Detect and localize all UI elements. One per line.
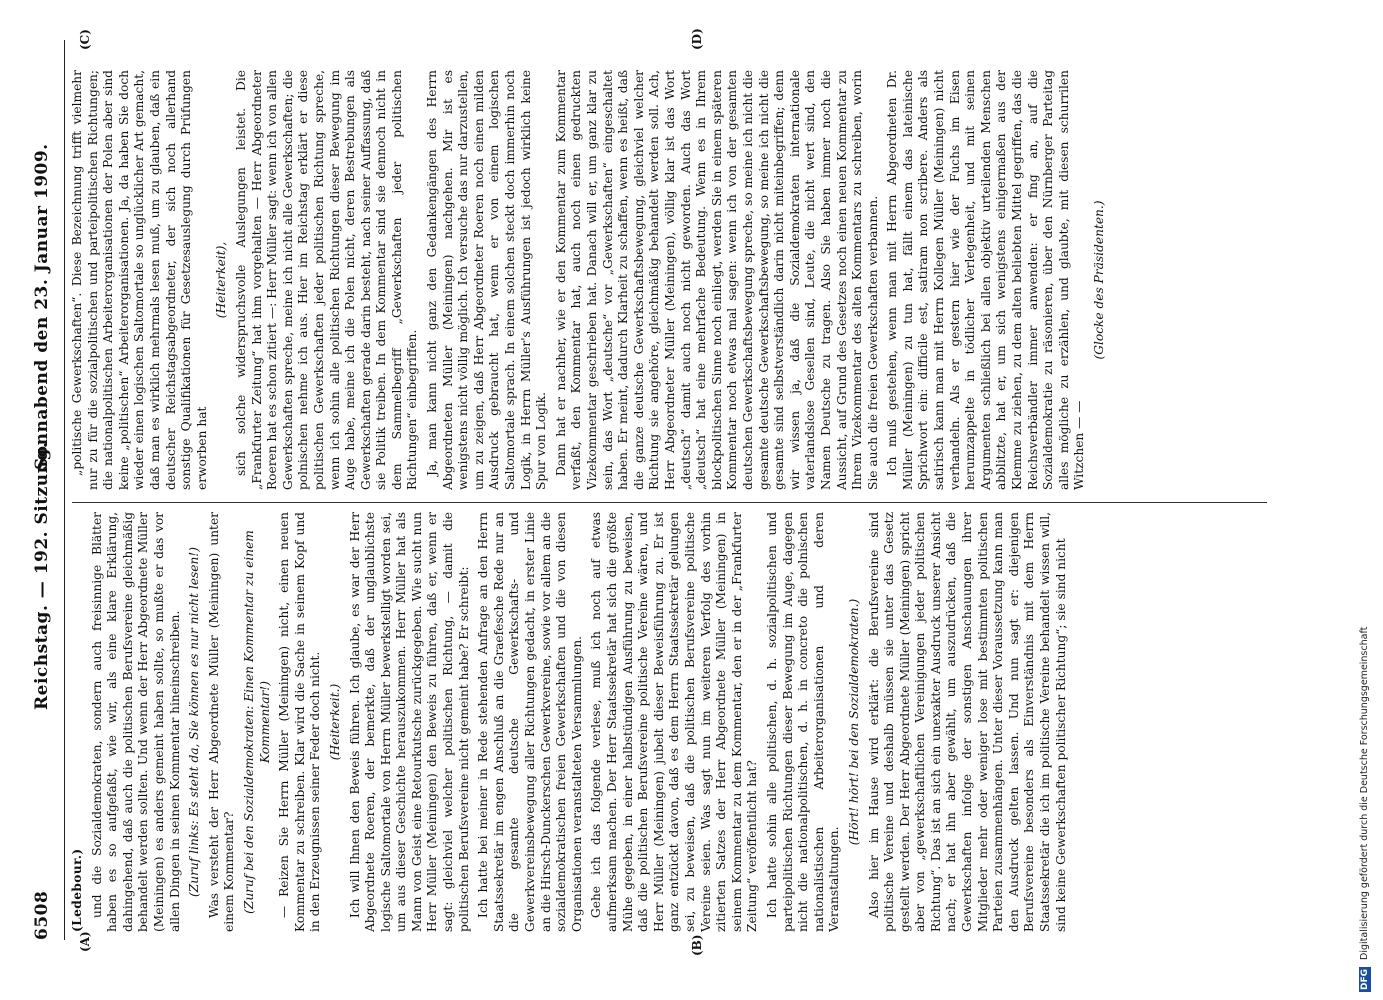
paragraph: Ich muß gestehen, wenn man mit Herrn Abgeordneten Dr. Müller (Meiningen) zu tun hat, fällt einem das lateinische Sprichwort ein: difficile est, satiram non scribere. Anders als satirisch kann man mit Herrn Kollegen Müller (Meiningen) nicht verhandeln. Als er gestern hier wie der Fuchs im Eisen herumzappelte in tödlicher Verlegenheit, und mit seinen Argumenten schließlich bei allen objektiv urteilenden Menschen abblitzte, hat er, um sich wenigstens einigermaßen aus der Klemme zu ziehen, zu dem alten beliebten Mittel gegriffen, das die Reichsverbändler immer anwenden: er fing an, auf die Sozialdemokratie zu räsonieren, über den Nürnberger Parteitag alles mögliche zu erzählen, und glaubte, mit diesen schurrilen Witzchen — — <box>885 70 1087 490</box>
paragraph: Also hier im Hause wird erklärt: die Berufsvereine sind politische Vereine und deshalb müssen sie unter das Gesetz gestellt werden. Der Herr Abgeordnete Müller (Meiningen) spricht aber von „gewerkschaftlichen Vereinigungen jeder politischen Richtung“. Das ist an sich ein unexakter Ausdruck unserer Ansicht nach; er hat ihn aber gewählt, um auszudrücken, daß die Gewerkschaften infolge der sonstigen Anschauungen ihrer Mitglieder mehr oder weniger lose mit bestimmten politischen Parteien zusammenhängen. Unter dieser Voraussetzung kann man den Ausdruck gelten lassen. Und nun sagt er: diejenigen Berufsvereine besonders als Einverständnis mit dem Herrn Staatssekretär die ich im politische Vereine behandelt wissen will, sind keine Gewerkschaften politischer Richtung“; sie sind nicht <box>866 512 1068 932</box>
margin-marker-a: (A) <box>78 931 92 952</box>
margin-marker-b: (B) <box>690 934 704 956</box>
session-date: Sonnabend den 23. Januar 1909. <box>32 143 52 470</box>
paragraph: Ich will Ihnen den Beweis führen. Ich glaube, es war der Herr Abgeordnete Roeren, der bemerkte, daß der unglaublichste logische Saltomortale von Herrn Müller bewerkstelligt worden sei, um aus dieser Geschichte herauszukommen. Herr Müller hat als Mann von Geist eine Retourkutsche zurückgegeben. Wie sucht nun Herr Müller (Meiningen) den Beweis zu führen, daß er, wenn er sagt: gleichviel welcher politischen Richtung, — damit die politischen Berufsvereine nicht gemeint habe? Er schreibt: <box>347 512 471 932</box>
margin-marker-d: (D) <box>690 28 704 50</box>
paragraph: Was versteht der Herr Abgeordnete Müller (Meiningen) unter einem Kommentar? <box>206 512 237 932</box>
paragraph: Ich hatte sohin alle politischen, d. h. sozialpolitischen und parteipolitischen Richtungen dieser Bewegung im Auge, dagegen nicht die nationalpolitischen, d. h. in concreto die polnischen nationalistischen Arbeiterorganisationen und deren Veranstaltungen. <box>764 512 842 932</box>
page-header <box>28 40 65 940</box>
digitization-credit <box>1359 8 1381 992</box>
speaker-label: (Ledebour.) <box>70 848 84 932</box>
session-title: Reichstag. — 192. Sitzung. <box>32 441 52 710</box>
paragraph: Gehe ich das folgende verlese, muß ich noch auf etwas aufmerksam machen. Der Herr Staatssekretär hat sich die größte Mühe gegeben, in einer halbstündigen Ausführung zu beweisen, daß die politischen Berufsvereine politische Vereine wären, und Herr Müller (Meiningen) jubelt dieser Beweisführung zu. Er ist ganz entzückt davon, daß es dem Herrn Staatssekretär gelungen sei, zu beweisen, daß die politischen Berufsvereine politische Vereine seien. Was sagt nun im weiteren Verfolg des vorhin zitierten Satzes der Herr Abgeordnete Müller (Meiningen) in seinem Kommentar zu dem Kommentar, den er in der „Frankfurter Zeitung“ veröffentlicht hat? <box>589 512 760 932</box>
paragraph: und die Sozialdemokraten, sondern auch freisinnige Blätter haben es so aufgefaßt, wie wir, als eine klare Erklärung, dahingehend, daß auch die politischen Berufsvereine gleichmäßig behandelt werden sollten. Und wenn der Herr Abgeordnete Müller (Meiningen) es anders gemeint haben sollte, so mußte er das vor allen Dingen in seinen Kommentar hineinschreiben. <box>89 512 182 932</box>
interjection: (Heiterkeit.) <box>327 683 342 761</box>
margin-marker-c: (C) <box>78 29 92 50</box>
left-column <box>70 512 1270 932</box>
paragraph: sich solche widerspruchsvolle Auslegungen leistet. Die „Frankfurter Zeitung“ hat ihm vorgehalten — Herr Abgeordneter Roeren hat es schon zitiert —: Herr Müller sagt: wenn ich von allen Gewerkschaften spreche, meine ich nicht alle Gewerkschaften; die polnischen nehme ich aus. Hier im Reichstag erklärt er diese politischen Gewerkschaften jeder politischen Richtung spreche, wenn ich sohin alle politischen Richtungen dieser Bewegung im Auge habe, meine ich die Polen nicht, deren Bestrebungen als Gewerkschaften gerade darin besteht, nach seiner Auffassung, daß sie Politik treiben. In dem Kommentar sind sie dennoch nicht in dem Sammelbegriff „Gewerkschaften jeder politischen Richtungen“ einbegriffen. <box>233 70 420 490</box>
paragraph: Ich hatte bei meiner in Rede stehenden Anfrage an den Herrn Staatssekretär im engen Anschluß an die Graefesche Rede nur an die gesamte deutsche Gewerkschafts- und Gewerkvereinsbewegung aller Richtungen gedacht, in erster Linie an die Hirsch-Dunckerschen Gewerkvereine, sowie vor allem an die sozialdemokratischen freien Gewerkschaften und die von diesen Organisationen veranstalteten Versammlungen. <box>476 512 584 932</box>
interjection: (Hört! hört! bei den Sozialdemokraten.) <box>846 598 861 846</box>
page-number: 6508 <box>32 890 52 940</box>
interjection: (Zuruf links: Es steht da, Sie können es nur nicht lesen!) <box>187 547 202 897</box>
interjection: (Zuruf bei den Sozialdemokraten: Einen Kommentar zu einem Kommentar!) <box>241 530 272 914</box>
right-column <box>70 70 1270 490</box>
paragraph: „politische Gewerkschaften“. Diese Bezeichnung trifft vielmehr nur zu für die sozialpolitischen und parteipolitischen Richtungen; die nationalpolitischen Arbeiterorganisationen der Polen aber sind keine „politischen“ Arbeiterorganisationen. Ja, da haben Sie doch wieder einen logischen Saltomortale so unglücklicher Art gemacht, daß man es wirklich mehrmals lesen muß, um zu glauben, daß ein deutscher Reichstagsabgeordneter, der sich noch allerhand sonstige Qualifikationen für Gesetzesauslegung durch Prüfungen erworben hat <box>70 70 209 490</box>
interjection: (Heiterkeit), <box>214 241 229 319</box>
paragraph: Ja, man kann nicht ganz den Gedankengängen des Herrn Abgeordneten Müller (Meiningen) nachgehen. Mir ist es wenigstens nicht völlig möglich. Ich versuche das nur darzustellen, um zu zeigen, daß Herr Abgeordneter Roeren noch einen milden Ausdruck gebraucht hat, wenn er von einem logischen Saltomortale sprach. In einem solchen steckt doch immerhin noch Logik, in Herrn Müller's Ausführungen ist jedoch wirklich keine Spur von Logik. <box>425 70 549 490</box>
credit-text: Digitalisierung gefördert durch die Deutsche Forschungsgemeinschaft <box>1359 626 1370 960</box>
column-divider <box>72 502 1267 503</box>
paragraph: — Reizen Sie Herrn Müller (Meiningen) nicht, einen neuen Kommentar zu schreiben. Klar wird die Sache in seinem Kopf und in den Erzeugnissen seiner Feder doch nicht. <box>277 512 323 932</box>
interjection: (Glocke des Präsidenten.) <box>1092 200 1106 360</box>
paragraph: Dann hat er nachher, wie er den Kommentar zum Kommentar verfaßt, den Kommentar hat, auch noch einen gedruckten Vizekommentar geschrieben hat. Danach will er, um ganz klar zu sein, das Wort „deutsche“ vor „Gewerkschaften“ eingeschaltet haben. Er meint, dadurch Klarheit zu schaffen, wenn es heißt, daß die ganze deutsche Gewerkschaftsbewegung, gleichviel welcher Richtung sie angehöre, gleichmäßig behandelt werden soll. Ach, Herr Abgeordneter Müller (Meiningen), völlig klar ist das Wort „deutsch“ damit auch noch nicht geworden. Auch das Wort „deutsch“ hat eine mehrfache Bedeutung. Wenn es in Ihrem blockpolitischen Sinne noch einliegt, werden Sie in einem späteren Kommentar noch etwas mal sagen: wenn ich von der gesamten deutschen Gewerkschaftsbewegung spreche, so meine ich nicht die gesamte deutsche Gewerkschaftsbewegung, so meine ich nicht die gesamte sind selbstverständlich darin nicht miteinbegriffen; denn wir wissen ja, daß die Sozialdemokraten internationale vaterlandslose Gesellen sind, Leute, die nicht wert sind, den Namen Deutsche zu tragen. Also Sie haben immer noch die Aussicht, auf Grund des Gesetzes noch einen neuen Kommentar zu Ihrem Vizekommentar des alten Kommentars zu schreiben, worin Sie auch die freien Gewerkschaften verbannen. <box>553 70 880 490</box>
dfg-logo: DFG <box>1360 968 1370 990</box>
